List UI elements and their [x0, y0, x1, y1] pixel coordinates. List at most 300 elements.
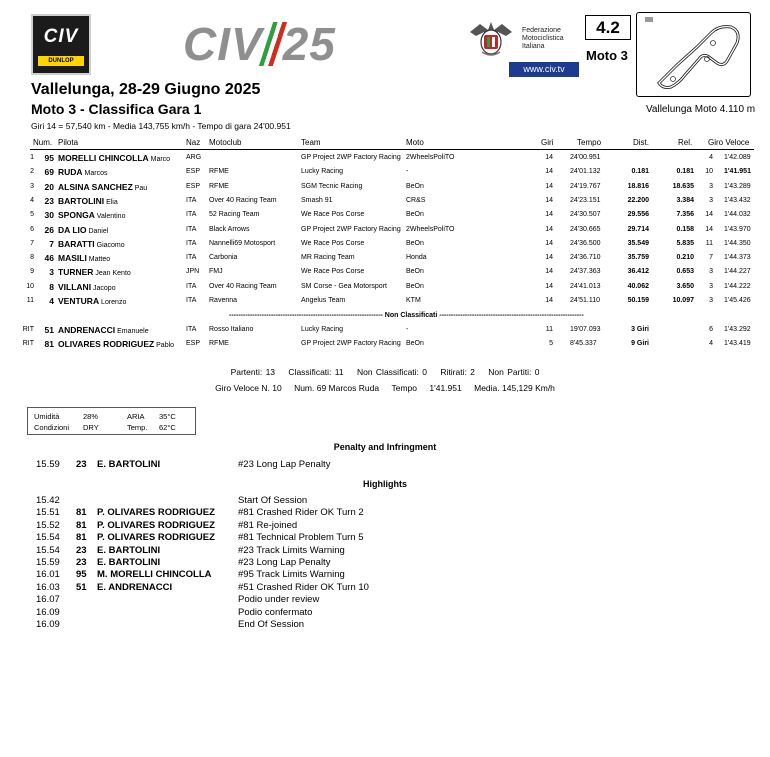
gap-first: 29.556: [627, 211, 649, 219]
col-num: Num.: [33, 138, 53, 147]
motoclub: Over 40 Racing Team: [209, 196, 277, 204]
moto: BeOn: [406, 340, 424, 348]
track-length: Vallelunga Moto 4.110 m: [646, 104, 756, 115]
table-row: [0, 280, 770, 294]
humidity-label: Umidità: [34, 412, 60, 421]
event-item: [0, 569, 770, 581]
laps: 14: [545, 168, 553, 176]
rider-firstname: Pablo: [156, 342, 175, 350]
col-moto: Moto: [406, 138, 424, 147]
motoclub: Black Arrows: [209, 225, 250, 233]
federation-line: Motociclistica: [522, 35, 564, 42]
rider-number: 8: [49, 281, 54, 292]
rider-number: 51: [44, 325, 54, 335]
team: Angelus Team: [301, 297, 346, 304]
rider-firstname: Jacopo: [93, 284, 116, 292]
motoclub: 52 Racing Team: [209, 211, 260, 219]
fastest-lap: [0, 383, 770, 393]
gap-first: 35.549: [627, 239, 649, 247]
stat-ritirati: Ritirati: 2: [440, 367, 475, 377]
event-time: 16.01: [36, 569, 60, 581]
rider-name: [58, 337, 174, 353]
gap-first: 18.816: [627, 182, 649, 190]
event-item: [0, 619, 770, 631]
moto: -: [406, 326, 409, 333]
rider-number: 46: [44, 253, 54, 264]
nationality: ITA: [186, 196, 197, 204]
rider-firstname: Pau: [134, 184, 148, 192]
stat-non-classificati: Non Classificati: 0: [356, 367, 427, 377]
best-lap-time: 1'44.032: [724, 211, 751, 219]
team: GP Project 2WP Factory Racing: [301, 340, 401, 348]
best-lap-number: 3: [709, 282, 713, 290]
race-time: 24'01.132: [570, 168, 601, 176]
page-title: Vallelunga, 28-29 Giugno 2025: [31, 81, 261, 98]
motoclub: Nannelli69 Motosport: [209, 239, 276, 247]
laps: 14: [545, 268, 553, 276]
rider-number: 30: [44, 210, 54, 221]
table-row: [0, 194, 770, 208]
rider-firstname: Valentino: [96, 213, 126, 221]
rider-firstname: Giacomo: [96, 241, 125, 249]
event-description: #95 Track Limits Warning: [238, 569, 345, 581]
event-description: #81 Re-joined: [238, 519, 298, 531]
event-description: #23 Long Lap Penalty: [238, 459, 331, 470]
position: RIT: [22, 340, 34, 348]
event-time: 15.52: [36, 519, 60, 531]
rider-surname: RUDA: [58, 167, 83, 178]
rider-number: 4: [49, 296, 54, 306]
position: 8: [30, 254, 34, 262]
moto: Honda: [406, 254, 427, 262]
event-rider: E. BARTOLINI: [97, 459, 161, 470]
race-time: 24'51.110: [570, 297, 601, 304]
fastest-lap-time: 1'41.951: [429, 383, 462, 393]
event-item: [0, 507, 770, 519]
laps: 14: [545, 154, 553, 161]
col-laps: Giri: [541, 138, 554, 147]
gap-previous: 10.097: [672, 297, 694, 304]
rider-firstname: Lorenzo: [101, 299, 127, 306]
col-time: Tempo: [577, 138, 602, 147]
event-rider: E. BARTOLINI: [97, 557, 161, 568]
rider-surname: BARTOLINI: [58, 195, 105, 206]
event-time: 16.03: [36, 581, 60, 593]
best-lap-number: 3: [709, 297, 713, 304]
team: Lucky Racing: [301, 168, 344, 176]
rider-number: 7: [49, 238, 54, 249]
event-time: 16.09: [36, 606, 60, 618]
table-row: [0, 180, 770, 194]
race-time: 8'45.337: [570, 340, 597, 348]
motoclub: RFME: [209, 340, 229, 348]
civ25-banner: [183, 18, 336, 70]
nationality: ITA: [186, 239, 197, 247]
race-time: 24'37.363: [570, 268, 601, 276]
rider-surname: ALSINA SANCHEZ: [58, 181, 133, 192]
event-rider-number: 95: [76, 569, 87, 581]
moto: BeOn: [406, 282, 424, 290]
gap-first: 40.062: [627, 282, 649, 290]
conditions-label: Condizioni: [34, 423, 70, 432]
col-club: Motoclub: [209, 138, 242, 147]
gap-first: 50.159: [627, 297, 649, 304]
table-row: [0, 251, 770, 265]
event-rider-number: 23: [76, 459, 87, 470]
moto: BeOn: [406, 211, 424, 219]
race-time: 24'30.665: [570, 225, 601, 233]
moto: BeOn: [406, 239, 424, 247]
page-subtitle: Moto 3 - Classifica Gara 1: [31, 101, 202, 117]
col-team: Team: [301, 138, 321, 147]
event-time: 15.51: [36, 507, 60, 519]
best-lap-number: 14: [705, 225, 713, 233]
event-item: [0, 520, 770, 532]
rider-firstname: Marco: [150, 156, 171, 163]
session-code: 4.2: [585, 15, 631, 40]
stat-non-partiti: Non Partiti: 0: [488, 367, 540, 377]
position: 6: [30, 225, 34, 233]
dunlop-logo: DUNLOP: [38, 56, 84, 66]
track-map: [636, 12, 751, 97]
moto: 2WheelsPoliTO: [406, 225, 455, 233]
fastest-lap-number: Giro Veloce N. 10: [215, 383, 282, 393]
gap-previous: 0.653: [676, 268, 694, 276]
fastest-lap-time-label: Tempo: [391, 383, 417, 393]
rider-name: [58, 294, 126, 310]
nationality: ITA: [186, 225, 197, 233]
nationality: ESP: [186, 340, 201, 348]
position: 2: [30, 168, 34, 176]
race-time: 24'36.500: [570, 239, 601, 247]
position: 1: [30, 154, 34, 161]
best-lap-number: 10: [705, 168, 713, 176]
event-rider: E. ANDRENACCI: [97, 581, 173, 593]
rider-surname: DA LIO: [58, 224, 87, 235]
position: 4: [30, 196, 34, 204]
federation-name: [522, 27, 564, 51]
laps: 14: [545, 239, 553, 247]
best-lap-time: 1'43.419: [724, 340, 751, 348]
event-description: #81 Crashed Rider OK Turn 2: [238, 507, 364, 519]
position: 5: [30, 211, 34, 219]
laps: 14: [545, 297, 553, 304]
temp-label: Temp.: [127, 423, 148, 432]
event-time: 16.07: [36, 594, 60, 606]
race-info: Giri 14 = 57,540 km - Media 143,755 km/h - Tempo di gara 24'00.951: [31, 121, 291, 131]
humidity-value: 28%: [83, 412, 99, 421]
laps: 11: [545, 326, 553, 333]
event-description: #23 Long Lap Penalty: [238, 557, 331, 568]
team: We Race Pos Corse: [301, 239, 365, 247]
penalty-title: Penalty and Infringment: [333, 442, 437, 452]
event-rider: P. OLIVARES RODRIGUEZ: [97, 532, 215, 544]
rider-surname: MASILI: [58, 253, 87, 264]
laps: 14: [545, 225, 553, 233]
civ25-banner-right: 25: [282, 18, 336, 70]
team: GP Project 2WP Factory Racing: [301, 225, 401, 233]
gap-previous: 3.650: [676, 282, 694, 290]
team: Lucky Racing: [301, 326, 344, 333]
gap-previous: 0.158: [676, 225, 694, 233]
best-lap-time: 1'43.970: [724, 225, 751, 233]
website-link[interactable]: www.civ.tv: [509, 62, 579, 77]
gap-previous: 7.356: [676, 211, 694, 219]
temp-value: 62°C: [159, 423, 176, 432]
rider-number: 20: [44, 181, 54, 192]
gap-previous: 0.210: [676, 254, 694, 262]
rider-number: 95: [44, 153, 54, 163]
air-label: ARIA: [127, 412, 145, 421]
gap-first: 36.412: [627, 268, 649, 276]
gap-first: 3 Giri: [631, 326, 649, 333]
gap-previous: 18.635: [672, 182, 694, 190]
col-naz: Naz: [186, 138, 201, 147]
best-lap-time: 1'44.350: [724, 239, 751, 247]
best-lap-number: 11: [705, 239, 713, 247]
best-lap-time: 1'44.222: [724, 282, 751, 290]
moto: CR&S: [406, 196, 426, 204]
rider-number: 23: [44, 195, 54, 206]
best-lap-number: 3: [709, 196, 713, 204]
race-time: 24'36.710: [570, 254, 601, 262]
position: RIT: [22, 326, 34, 333]
gap-previous: 5.835: [676, 239, 694, 247]
rider-number: 81: [44, 339, 54, 350]
best-lap-time: 1'43.432: [724, 196, 751, 204]
event-item: [0, 582, 770, 594]
rider-surname: OLIVARES RODRIGUEZ: [58, 339, 155, 350]
table-row: [0, 237, 770, 251]
col-rel: Rel.: [678, 138, 693, 147]
federation-line: Italiana: [522, 43, 545, 50]
event-description: Start Of Session: [238, 495, 308, 506]
event-rider: P. OLIVARES RODRIGUEZ: [97, 519, 215, 531]
team: MR Racing Team: [301, 254, 355, 262]
laps: 14: [545, 196, 553, 204]
table-row: [0, 208, 770, 222]
rider-surname: ANDRENACCI: [58, 325, 116, 335]
team: We Race Pos Corse: [301, 211, 365, 219]
position: 7: [30, 239, 34, 247]
event-description: End Of Session: [238, 619, 305, 630]
best-lap-number: 3: [709, 268, 713, 276]
nationality: ARG: [186, 154, 202, 161]
event-item: [0, 532, 770, 544]
event-rider: P. OLIVARES RODRIGUEZ: [97, 507, 215, 519]
best-lap-number: 7: [709, 254, 713, 262]
event-rider-number: 81: [76, 532, 87, 544]
event-description: #51 Crashed Rider OK Turn 10: [238, 581, 369, 593]
motoclub: Ravenna: [209, 297, 238, 304]
team: GP Project 2WP Factory Racing: [301, 154, 401, 161]
event-rider-number: 23: [76, 557, 87, 568]
position: 3: [30, 182, 34, 190]
civ25-banner-left: CIV: [183, 18, 263, 70]
highlights-title: Highlights: [363, 479, 407, 489]
federation-line: Federazione: [522, 27, 561, 34]
best-lap-time: 1'43.289: [724, 182, 751, 190]
event-item: [0, 459, 770, 471]
conditions-value: DRY: [83, 423, 99, 432]
event-description: #81 Technical Problem Turn 5: [238, 532, 364, 544]
team: SGM Tecnic Racing: [301, 182, 363, 190]
stat-partenti: Partenti: 13: [230, 367, 276, 377]
event-rider: E. BARTOLINI: [97, 544, 161, 556]
motoclub: Rosso Italiano: [209, 326, 254, 333]
civ-logo: [31, 14, 91, 75]
nationality: ESP: [186, 182, 201, 190]
table-row: [0, 294, 770, 308]
best-lap-number: 4: [709, 340, 713, 348]
col-rider: Pilota: [58, 138, 79, 147]
col-best: Giro Veloce: [708, 138, 750, 147]
weather-box: [27, 407, 196, 435]
event-rider-number: 51: [76, 581, 87, 593]
event-time: 16.09: [36, 619, 60, 630]
event-rider-number: 81: [76, 519, 87, 531]
event-time: 15.54: [36, 532, 60, 544]
race-time: 24'19.767: [570, 182, 601, 190]
best-lap-number: 3: [709, 182, 713, 190]
position: 10: [26, 282, 34, 290]
moto: -: [406, 168, 409, 176]
moto: BeOn: [406, 268, 424, 276]
position: 9: [30, 268, 34, 276]
rider-firstname: Daniel: [88, 227, 109, 235]
rider-surname: VENTURA: [58, 296, 100, 306]
laps: 14: [545, 254, 553, 262]
gap-first: 29.714: [627, 225, 649, 233]
header-divider: [30, 149, 754, 150]
gap-first: 9 Giri: [631, 340, 649, 348]
moto: KTM: [406, 297, 421, 304]
position: 11: [26, 297, 34, 304]
rider-firstname: Matteo: [88, 256, 111, 264]
race-stats: [0, 367, 770, 377]
motoclub: RFME: [209, 168, 229, 176]
civ-logo-text: CIV: [43, 26, 79, 47]
laps: 5: [549, 340, 553, 348]
event-rider: M. MORELLI CHINCOLLA: [97, 569, 212, 581]
fmi-crest-icon: [468, 18, 514, 58]
event-description: Podio under review: [238, 594, 320, 606]
best-lap-time: 1'42.089: [724, 154, 751, 161]
event-item: [0, 545, 770, 557]
table-row: [0, 151, 770, 165]
rider-surname: TURNER: [58, 267, 94, 278]
moto: BeOn: [406, 182, 424, 190]
best-lap-number: 6: [709, 326, 713, 333]
rider-surname: MORELLI CHINCOLLA: [58, 153, 149, 163]
track-map-icon: [637, 13, 749, 95]
rider-firstname: Elia: [106, 198, 118, 206]
team: We Race Pos Corse: [301, 268, 365, 276]
event-rider-number: 23: [76, 544, 87, 556]
event-description: Podio confermato: [238, 606, 313, 618]
nationality: ITA: [186, 254, 197, 262]
rider-firstname: Emanuele: [117, 328, 149, 335]
stat-classificati: Classificati: 11: [288, 367, 344, 377]
table-row: [0, 265, 770, 279]
table-row: [0, 323, 770, 337]
fastest-lap-rider: Num. 69 Marcos Ruda: [294, 383, 380, 393]
motoclub: Over 40 Racing Team: [209, 282, 277, 290]
event-time: 15.54: [36, 544, 60, 556]
best-lap-time: 1'43.292: [724, 326, 751, 333]
nationality: ITA: [186, 297, 197, 304]
team: SM Corse - Gea Motorsport: [301, 282, 387, 290]
race-time: 24'23.151: [570, 196, 601, 204]
rider-surname: SPONGA: [58, 210, 95, 221]
event-item: [0, 557, 770, 569]
nationality: ESP: [186, 168, 201, 176]
rider-firstname: Jean Kento: [95, 270, 131, 278]
race-time: 24'00.951: [570, 154, 601, 161]
event-time: 15.59: [36, 557, 60, 568]
table-row: [0, 165, 770, 179]
event-description: #23 Track Limits Warning: [238, 544, 345, 556]
nationality: ITA: [186, 326, 197, 333]
nationality: ITA: [186, 211, 197, 219]
gap-first: 0.181: [631, 168, 649, 176]
motoclub: RFME: [209, 182, 229, 190]
rider-surname: BARATTI: [58, 238, 95, 249]
gap-previous: 3.384: [676, 196, 694, 204]
gap-previous: 0.181: [676, 168, 694, 176]
best-lap-time: 1'45.426: [724, 297, 751, 304]
moto: 2WheelsPoliTO: [406, 154, 455, 161]
event-time: 15.42: [36, 495, 60, 506]
rider-surname: VILLANI: [58, 281, 92, 292]
rider-number: 69: [44, 167, 54, 178]
fastest-lap-media: Media. 145,129 Km/h: [474, 383, 555, 393]
race-time: 24'30.507: [570, 211, 601, 219]
best-lap-time: 1'44.227: [724, 268, 751, 276]
team: Smash 91: [301, 196, 333, 204]
table-row: [0, 223, 770, 237]
non-classified-separator: ------------------------------------------------------------------ Non Classificati --------------------------------------------------------------: [229, 312, 584, 319]
gap-first: 22.200: [627, 196, 649, 204]
event-rider-number: 81: [76, 507, 87, 519]
laps: 14: [545, 282, 553, 290]
event-item: [0, 607, 770, 619]
table-row: [0, 337, 770, 351]
laps: 14: [545, 182, 553, 190]
rider-firstname: Marcos: [84, 170, 108, 178]
race-time: 24'41.013: [570, 282, 601, 290]
nationality: JPN: [186, 268, 200, 276]
event-item: [0, 495, 770, 507]
nationality: ITA: [186, 282, 197, 290]
event-item: [0, 594, 770, 606]
motoclub: FMJ: [209, 268, 223, 276]
class-label: Moto 3: [586, 48, 628, 63]
air-value: 35°C: [159, 412, 176, 421]
best-lap-time: 1'44.373: [724, 254, 751, 262]
gap-first: 35.759: [627, 254, 649, 262]
best-lap-number: 4: [709, 154, 713, 161]
race-time: 19'07.093: [570, 326, 601, 333]
best-lap-time: 1'41.951: [724, 168, 751, 176]
motoclub: Carbonia: [209, 254, 238, 262]
best-lap-number: 14: [705, 211, 713, 219]
rider-number: 3: [49, 267, 54, 278]
laps: 14: [545, 211, 553, 219]
event-time: 15.59: [36, 459, 60, 470]
rider-number: 26: [44, 224, 54, 235]
col-dist: Dist.: [633, 138, 649, 147]
